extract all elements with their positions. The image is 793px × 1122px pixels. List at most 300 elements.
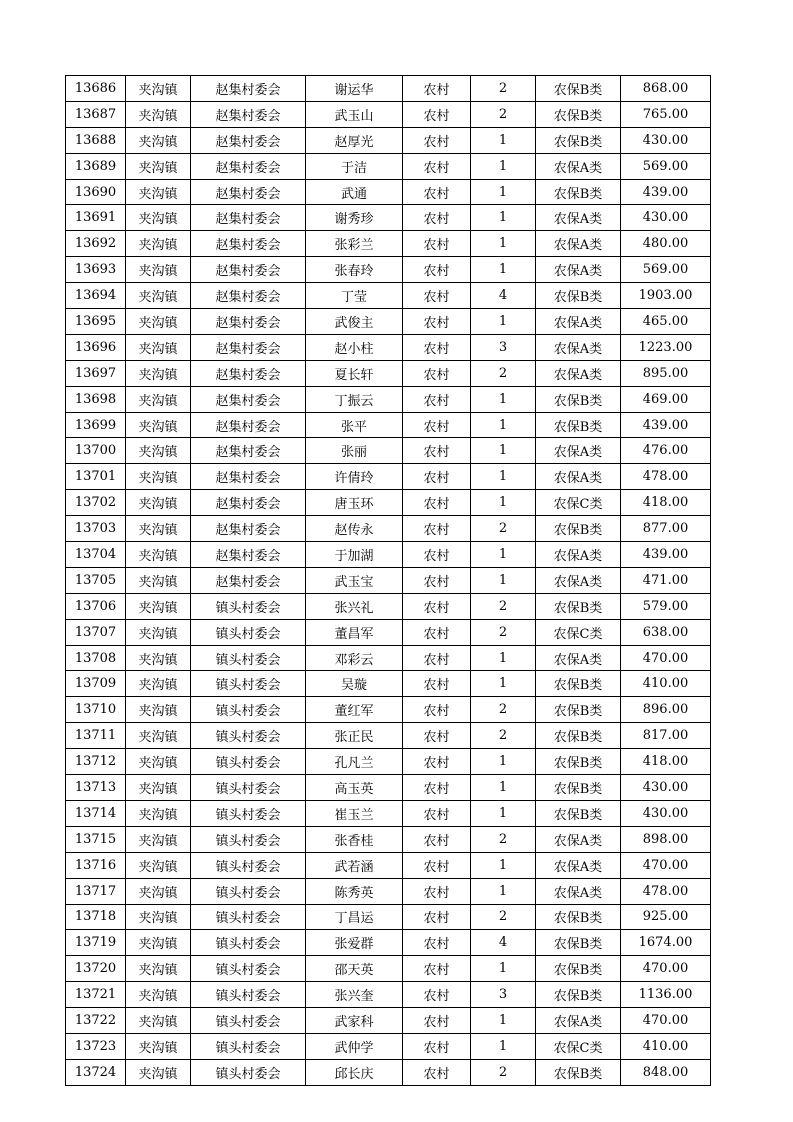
table-row [66, 257, 711, 283]
cell-village-committee: 赵集村委会 [191, 76, 306, 102]
cell-name: 谢秀珍 [306, 205, 403, 231]
cell-village-committee: 赵集村委会 [191, 516, 306, 542]
cell-town: 夹沟镇 [126, 697, 191, 723]
cell-person-count: 2 [471, 904, 536, 930]
cell-person-count: 2 [471, 723, 536, 749]
table-row [66, 179, 711, 205]
cell-name: 武玉山 [306, 101, 403, 127]
cell-name: 张丽 [306, 438, 403, 464]
cell-town: 夹沟镇 [126, 490, 191, 516]
cell-id: 13705 [66, 567, 126, 593]
cell-name: 邵天英 [306, 956, 403, 982]
cell-household-type: 农村 [403, 464, 471, 490]
cell-amount: 430.00 [621, 775, 711, 801]
cell-person-count: 1 [471, 205, 536, 231]
cell-household-type: 农村 [403, 516, 471, 542]
cell-id: 13694 [66, 283, 126, 309]
cell-person-count: 1 [471, 127, 536, 153]
cell-insurance-category: 农保A类 [536, 438, 621, 464]
cell-insurance-category: 农保B类 [536, 749, 621, 775]
cell-insurance-category: 农保B类 [536, 76, 621, 102]
cell-village-committee: 赵集村委会 [191, 309, 306, 335]
cell-name: 张兴礼 [306, 593, 403, 619]
cell-village-committee: 赵集村委会 [191, 438, 306, 464]
cell-village-committee: 镇头村委会 [191, 800, 306, 826]
cell-amount: 569.00 [621, 153, 711, 179]
cell-name: 赵小柱 [306, 334, 403, 360]
cell-insurance-category: 农保B类 [536, 775, 621, 801]
cell-insurance-category: 农保A类 [536, 1008, 621, 1034]
cell-household-type: 农村 [403, 1033, 471, 1059]
cell-household-type: 农村 [403, 749, 471, 775]
cell-id: 13702 [66, 490, 126, 516]
cell-village-committee: 镇头村委会 [191, 930, 306, 956]
cell-insurance-category: 农保A类 [536, 153, 621, 179]
cell-village-committee: 赵集村委会 [191, 386, 306, 412]
cell-town: 夹沟镇 [126, 826, 191, 852]
table-row [66, 76, 711, 102]
cell-id: 13695 [66, 309, 126, 335]
table-row [66, 412, 711, 438]
cell-household-type: 农村 [403, 645, 471, 671]
benefits-table [65, 75, 711, 1086]
cell-village-committee: 镇头村委会 [191, 956, 306, 982]
cell-household-type: 农村 [403, 127, 471, 153]
table-row [66, 567, 711, 593]
cell-id: 13692 [66, 231, 126, 257]
cell-village-committee: 赵集村委会 [191, 205, 306, 231]
cell-household-type: 农村 [403, 1059, 471, 1085]
cell-amount: 1903.00 [621, 283, 711, 309]
cell-town: 夹沟镇 [126, 153, 191, 179]
cell-village-committee: 镇头村委会 [191, 619, 306, 645]
cell-amount: 817.00 [621, 723, 711, 749]
table-row [66, 334, 711, 360]
cell-insurance-category: 农保A类 [536, 309, 621, 335]
cell-person-count: 1 [471, 412, 536, 438]
cell-household-type: 农村 [403, 956, 471, 982]
cell-insurance-category: 农保B类 [536, 179, 621, 205]
cell-person-count: 3 [471, 982, 536, 1008]
cell-name: 许倩玲 [306, 464, 403, 490]
cell-insurance-category: 农保C类 [536, 619, 621, 645]
cell-id: 13698 [66, 386, 126, 412]
cell-name: 谢运华 [306, 76, 403, 102]
benefits-table-body [66, 76, 711, 1086]
cell-town: 夹沟镇 [126, 1008, 191, 1034]
cell-village-committee: 镇头村委会 [191, 1033, 306, 1059]
cell-household-type: 农村 [403, 231, 471, 257]
cell-town: 夹沟镇 [126, 749, 191, 775]
cell-insurance-category: 农保A类 [536, 567, 621, 593]
cell-town: 夹沟镇 [126, 593, 191, 619]
cell-id: 13696 [66, 334, 126, 360]
cell-town: 夹沟镇 [126, 464, 191, 490]
cell-town: 夹沟镇 [126, 956, 191, 982]
cell-town: 夹沟镇 [126, 309, 191, 335]
table-row [66, 283, 711, 309]
cell-insurance-category: 农保A类 [536, 645, 621, 671]
cell-amount: 1136.00 [621, 982, 711, 1008]
cell-insurance-category: 农保C类 [536, 1033, 621, 1059]
cell-name: 武家科 [306, 1008, 403, 1034]
cell-insurance-category: 农保B类 [536, 593, 621, 619]
cell-village-committee: 镇头村委会 [191, 671, 306, 697]
cell-person-count: 1 [471, 775, 536, 801]
cell-village-committee: 镇头村委会 [191, 826, 306, 852]
cell-town: 夹沟镇 [126, 386, 191, 412]
table-row [66, 438, 711, 464]
cell-village-committee: 赵集村委会 [191, 101, 306, 127]
table-row [66, 464, 711, 490]
table-row [66, 645, 711, 671]
cell-name: 张爱群 [306, 930, 403, 956]
cell-village-committee: 赵集村委会 [191, 283, 306, 309]
cell-name: 唐玉环 [306, 490, 403, 516]
table-row [66, 205, 711, 231]
cell-person-count: 2 [471, 1059, 536, 1085]
cell-id: 13722 [66, 1008, 126, 1034]
cell-insurance-category: 农保B类 [536, 671, 621, 697]
cell-name: 于洁 [306, 153, 403, 179]
cell-town: 夹沟镇 [126, 283, 191, 309]
cell-village-committee: 赵集村委会 [191, 542, 306, 568]
cell-id: 13697 [66, 360, 126, 386]
cell-village-committee: 镇头村委会 [191, 982, 306, 1008]
cell-id: 13700 [66, 438, 126, 464]
cell-town: 夹沟镇 [126, 101, 191, 127]
cell-name: 张正民 [306, 723, 403, 749]
cell-village-committee: 镇头村委会 [191, 1008, 306, 1034]
cell-id: 13724 [66, 1059, 126, 1085]
cell-town: 夹沟镇 [126, 619, 191, 645]
table-row [66, 1033, 711, 1059]
cell-village-committee: 镇头村委会 [191, 723, 306, 749]
cell-id: 13689 [66, 153, 126, 179]
cell-person-count: 2 [471, 826, 536, 852]
cell-insurance-category: 农保A类 [536, 852, 621, 878]
table-row [66, 878, 711, 904]
cell-household-type: 农村 [403, 697, 471, 723]
cell-id: 13691 [66, 205, 126, 231]
cell-village-committee: 镇头村委会 [191, 878, 306, 904]
cell-village-committee: 赵集村委会 [191, 412, 306, 438]
cell-id: 13723 [66, 1033, 126, 1059]
cell-person-count: 1 [471, 490, 536, 516]
cell-person-count: 1 [471, 800, 536, 826]
cell-person-count: 2 [471, 360, 536, 386]
cell-town: 夹沟镇 [126, 567, 191, 593]
cell-village-committee: 赵集村委会 [191, 257, 306, 283]
cell-person-count: 1 [471, 179, 536, 205]
cell-household-type: 农村 [403, 723, 471, 749]
cell-town: 夹沟镇 [126, 775, 191, 801]
cell-household-type: 农村 [403, 76, 471, 102]
cell-household-type: 农村 [403, 852, 471, 878]
cell-village-committee: 镇头村委会 [191, 904, 306, 930]
cell-household-type: 农村 [403, 593, 471, 619]
table-row [66, 386, 711, 412]
cell-insurance-category: 农保B类 [536, 956, 621, 982]
cell-household-type: 农村 [403, 257, 471, 283]
cell-household-type: 农村 [403, 101, 471, 127]
cell-insurance-category: 农保A类 [536, 231, 621, 257]
cell-amount: 439.00 [621, 179, 711, 205]
cell-town: 夹沟镇 [126, 257, 191, 283]
cell-name: 高玉英 [306, 775, 403, 801]
cell-id: 13719 [66, 930, 126, 956]
cell-person-count: 1 [471, 542, 536, 568]
cell-person-count: 2 [471, 76, 536, 102]
cell-amount: 439.00 [621, 542, 711, 568]
cell-town: 夹沟镇 [126, 982, 191, 1008]
cell-person-count: 1 [471, 153, 536, 179]
cell-id: 13687 [66, 101, 126, 127]
cell-name: 孔凡兰 [306, 749, 403, 775]
cell-person-count: 4 [471, 283, 536, 309]
table-row [66, 775, 711, 801]
table-row [66, 127, 711, 153]
cell-name: 张兴奎 [306, 982, 403, 1008]
cell-id: 13714 [66, 800, 126, 826]
cell-id: 13706 [66, 593, 126, 619]
cell-household-type: 农村 [403, 671, 471, 697]
cell-household-type: 农村 [403, 878, 471, 904]
table-row [66, 309, 711, 335]
cell-amount: 430.00 [621, 800, 711, 826]
cell-amount: 1223.00 [621, 334, 711, 360]
cell-id: 13710 [66, 697, 126, 723]
cell-name: 董昌军 [306, 619, 403, 645]
cell-village-committee: 镇头村委会 [191, 775, 306, 801]
cell-id: 13703 [66, 516, 126, 542]
cell-village-committee: 镇头村委会 [191, 593, 306, 619]
cell-id: 13720 [66, 956, 126, 982]
cell-person-count: 1 [471, 386, 536, 412]
cell-village-committee: 镇头村委会 [191, 697, 306, 723]
table-row [66, 800, 711, 826]
cell-id: 13721 [66, 982, 126, 1008]
cell-town: 夹沟镇 [126, 231, 191, 257]
cell-name: 董红军 [306, 697, 403, 723]
cell-person-count: 2 [471, 593, 536, 619]
cell-village-committee: 赵集村委会 [191, 153, 306, 179]
cell-town: 夹沟镇 [126, 516, 191, 542]
cell-village-committee: 镇头村委会 [191, 749, 306, 775]
cell-amount: 895.00 [621, 360, 711, 386]
cell-household-type: 农村 [403, 542, 471, 568]
table-row [66, 671, 711, 697]
cell-amount: 877.00 [621, 516, 711, 542]
cell-amount: 925.00 [621, 904, 711, 930]
table-row [66, 593, 711, 619]
cell-amount: 478.00 [621, 464, 711, 490]
cell-village-committee: 赵集村委会 [191, 490, 306, 516]
cell-name: 丁振云 [306, 386, 403, 412]
cell-household-type: 农村 [403, 386, 471, 412]
cell-person-count: 1 [471, 1008, 536, 1034]
cell-town: 夹沟镇 [126, 179, 191, 205]
cell-person-count: 1 [471, 956, 536, 982]
cell-insurance-category: 农保B类 [536, 101, 621, 127]
table-row [66, 516, 711, 542]
cell-household-type: 农村 [403, 930, 471, 956]
cell-id: 13713 [66, 775, 126, 801]
cell-name: 赵传永 [306, 516, 403, 542]
cell-town: 夹沟镇 [126, 852, 191, 878]
cell-id: 13709 [66, 671, 126, 697]
cell-amount: 1674.00 [621, 930, 711, 956]
cell-person-count: 4 [471, 930, 536, 956]
cell-insurance-category: 农保A类 [536, 334, 621, 360]
cell-household-type: 农村 [403, 153, 471, 179]
cell-insurance-category: 农保B类 [536, 1059, 621, 1085]
table-row [66, 982, 711, 1008]
cell-town: 夹沟镇 [126, 360, 191, 386]
cell-name: 武若涵 [306, 852, 403, 878]
cell-amount: 469.00 [621, 386, 711, 412]
table-row [66, 904, 711, 930]
cell-amount: 898.00 [621, 826, 711, 852]
cell-household-type: 农村 [403, 619, 471, 645]
cell-amount: 478.00 [621, 878, 711, 904]
cell-name: 张香桂 [306, 826, 403, 852]
cell-insurance-category: 农保A类 [536, 542, 621, 568]
cell-village-committee: 赵集村委会 [191, 127, 306, 153]
cell-amount: 470.00 [621, 956, 711, 982]
cell-person-count: 1 [471, 257, 536, 283]
cell-amount: 470.00 [621, 852, 711, 878]
cell-amount: 579.00 [621, 593, 711, 619]
cell-household-type: 农村 [403, 205, 471, 231]
cell-name: 张彩兰 [306, 231, 403, 257]
cell-id: 13693 [66, 257, 126, 283]
cell-name: 武仲学 [306, 1033, 403, 1059]
cell-id: 13716 [66, 852, 126, 878]
cell-household-type: 农村 [403, 982, 471, 1008]
cell-name: 丁昌运 [306, 904, 403, 930]
cell-name: 武通 [306, 179, 403, 205]
cell-person-count: 1 [471, 749, 536, 775]
cell-town: 夹沟镇 [126, 904, 191, 930]
cell-town: 夹沟镇 [126, 930, 191, 956]
cell-amount: 569.00 [621, 257, 711, 283]
cell-name: 陈秀英 [306, 878, 403, 904]
cell-household-type: 农村 [403, 567, 471, 593]
cell-name: 于加湖 [306, 542, 403, 568]
table-row [66, 697, 711, 723]
cell-insurance-category: 农保A类 [536, 826, 621, 852]
cell-insurance-category: 农保B类 [536, 930, 621, 956]
cell-id: 13711 [66, 723, 126, 749]
cell-household-type: 农村 [403, 360, 471, 386]
cell-town: 夹沟镇 [126, 1033, 191, 1059]
cell-village-committee: 赵集村委会 [191, 231, 306, 257]
cell-id: 13701 [66, 464, 126, 490]
cell-amount: 418.00 [621, 749, 711, 775]
cell-person-count: 1 [471, 438, 536, 464]
cell-insurance-category: 农保B类 [536, 800, 621, 826]
cell-town: 夹沟镇 [126, 542, 191, 568]
cell-insurance-category: 农保B类 [536, 982, 621, 1008]
cell-amount: 868.00 [621, 76, 711, 102]
cell-insurance-category: 农保A类 [536, 464, 621, 490]
cell-town: 夹沟镇 [126, 76, 191, 102]
cell-person-count: 2 [471, 697, 536, 723]
cell-village-committee: 赵集村委会 [191, 334, 306, 360]
cell-insurance-category: 农保B类 [536, 697, 621, 723]
cell-name: 邓彩云 [306, 645, 403, 671]
cell-person-count: 1 [471, 231, 536, 257]
cell-person-count: 1 [471, 567, 536, 593]
cell-insurance-category: 农保C类 [536, 490, 621, 516]
cell-household-type: 农村 [403, 309, 471, 335]
cell-amount: 471.00 [621, 567, 711, 593]
cell-name: 崔玉兰 [306, 800, 403, 826]
table-row [66, 723, 711, 749]
cell-person-count: 1 [471, 878, 536, 904]
table-row [66, 360, 711, 386]
table-row [66, 231, 711, 257]
cell-household-type: 农村 [403, 412, 471, 438]
cell-household-type: 农村 [403, 826, 471, 852]
cell-id: 13708 [66, 645, 126, 671]
cell-insurance-category: 农保B类 [536, 386, 621, 412]
cell-insurance-category: 农保B类 [536, 516, 621, 542]
cell-insurance-category: 农保B类 [536, 127, 621, 153]
cell-id: 13712 [66, 749, 126, 775]
cell-village-committee: 镇头村委会 [191, 852, 306, 878]
cell-village-committee: 赵集村委会 [191, 360, 306, 386]
cell-household-type: 农村 [403, 438, 471, 464]
table-row [66, 619, 711, 645]
cell-amount: 470.00 [621, 645, 711, 671]
cell-name: 丁莹 [306, 283, 403, 309]
cell-name: 夏长轩 [306, 360, 403, 386]
cell-town: 夹沟镇 [126, 438, 191, 464]
cell-name: 武玉宝 [306, 567, 403, 593]
cell-person-count: 2 [471, 619, 536, 645]
cell-name: 张春玲 [306, 257, 403, 283]
cell-town: 夹沟镇 [126, 412, 191, 438]
cell-town: 夹沟镇 [126, 645, 191, 671]
table-row [66, 956, 711, 982]
cell-id: 13715 [66, 826, 126, 852]
cell-amount: 465.00 [621, 309, 711, 335]
cell-amount: 896.00 [621, 697, 711, 723]
table-row [66, 749, 711, 775]
cell-id: 13704 [66, 542, 126, 568]
cell-name: 武俊主 [306, 309, 403, 335]
cell-town: 夹沟镇 [126, 205, 191, 231]
cell-amount: 848.00 [621, 1059, 711, 1085]
cell-person-count: 1 [471, 645, 536, 671]
table-row [66, 490, 711, 516]
cell-insurance-category: 农保A类 [536, 360, 621, 386]
cell-insurance-category: 农保A类 [536, 205, 621, 231]
cell-id: 13686 [66, 76, 126, 102]
cell-insurance-category: 农保B类 [536, 723, 621, 749]
cell-town: 夹沟镇 [126, 1059, 191, 1085]
cell-id: 13690 [66, 179, 126, 205]
cell-person-count: 1 [471, 1033, 536, 1059]
cell-village-committee: 镇头村委会 [191, 645, 306, 671]
cell-town: 夹沟镇 [126, 334, 191, 360]
cell-town: 夹沟镇 [126, 723, 191, 749]
cell-household-type: 农村 [403, 179, 471, 205]
cell-name: 吴璇 [306, 671, 403, 697]
table-row [66, 1008, 711, 1034]
